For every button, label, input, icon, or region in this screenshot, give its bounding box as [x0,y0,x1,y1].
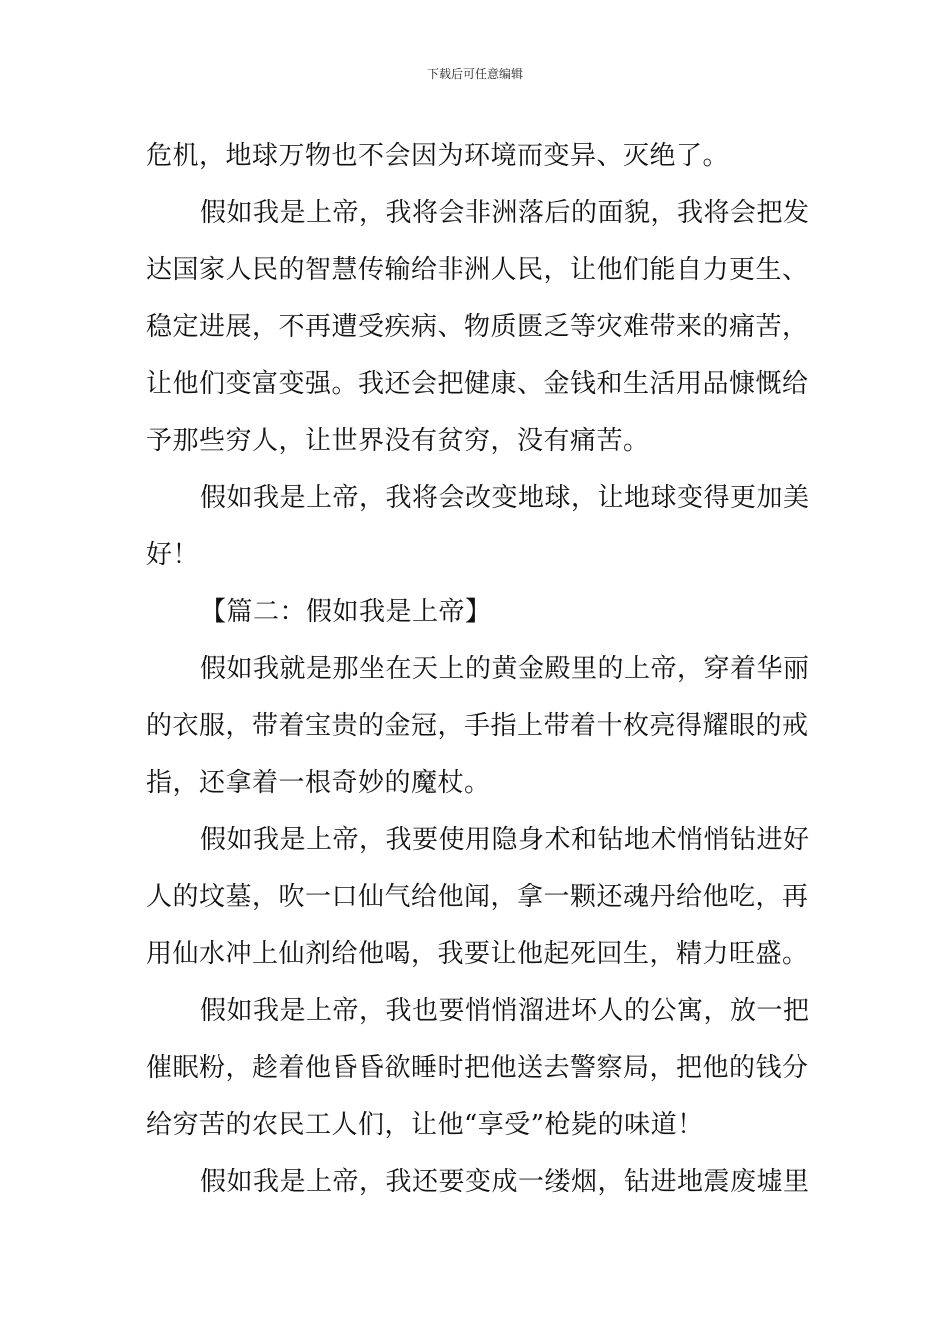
header-note: 下载后可任意编辑 [426,67,523,81]
text-line: 予那些穷人，让世界没有贫穷，没有痛苦。 [146,426,650,456]
text-line: 给穷苦的农民工人们，让他“享受”枪毙的味道！ [146,1110,704,1140]
text-line: 假如我是上帝，我将会改变地球，让地球变得更加美 [200,483,810,513]
text-line: 好！ [146,540,200,570]
text-line: 假如我就是那坐在天上的黄金殿里的上帝，穿着华丽 [200,654,810,684]
text-line: 人的坟墓，吹一口仙气给他闻，拿一颗还魂丹给他吃，再 [146,882,809,912]
text-line: 假如我是上帝，我将会非洲落后的面貌，我将会把发 [200,198,810,228]
section-heading: 【篇二：假如我是上帝】 [200,597,492,627]
text-line: 达国家人民的智慧传输给非洲人民，让他们能自力更生、 [146,255,809,285]
text-line: 假如我是上帝，我也要悄悄溜进坏人的公寓，放一把 [200,996,810,1026]
body-text [146,128,810,1211]
text-line: 指，还拿着一根奇妙的魔杖。 [146,768,491,798]
text-line: 让他们变富变强。我还会把健康、金钱和生活用品慷慨给 [146,369,809,399]
text-line: 催眠粉，趁着他昏昏欲睡时把他送去警察局，把他的钱分 [146,1053,809,1083]
text-line: 的衣服，带着宝贵的金冠，手指上带着十枚亮得耀眼的戒 [146,711,809,741]
text-line: 稳定进展，不再遭受疾病、物质匮乏等灾难带来的痛苦， [146,312,809,342]
text-line: 假如我是上帝，我要使用隐身术和钻地术悄悄钻进好 [200,825,810,855]
text-line: 用仙水冲上仙剂给他喝，我要让他起死回生，精力旺盛。 [146,939,809,969]
text-line: 假如我是上帝，我还要变成一缕烟，钻进地震废墟里 [200,1167,810,1197]
text-line: 危机，地球万物也不会因为环境而变异、灭绝了。 [146,141,730,171]
